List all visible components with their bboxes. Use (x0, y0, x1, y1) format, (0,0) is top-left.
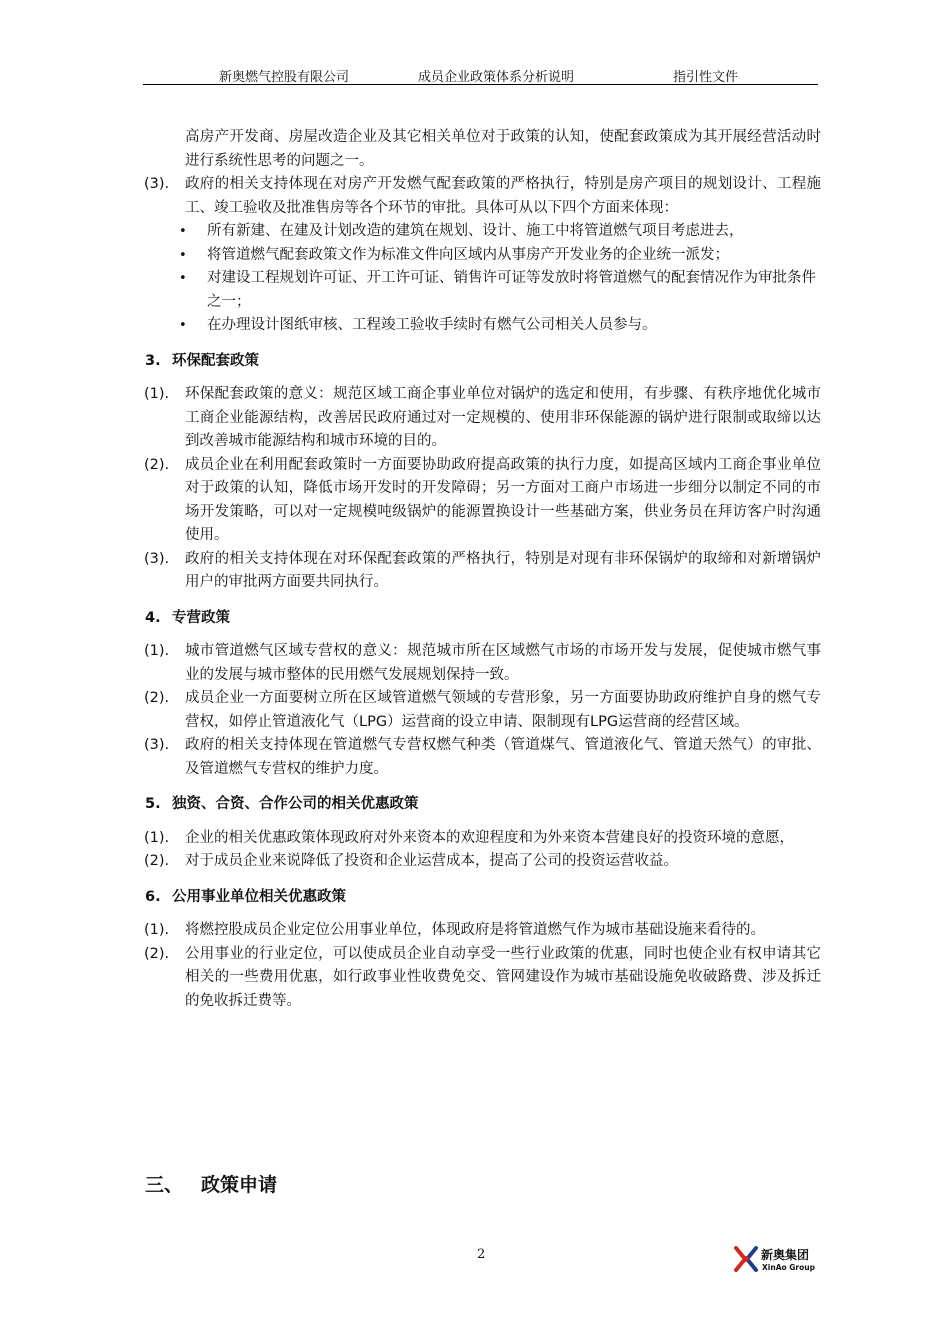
list-item: (1). 城市管道燃气区域专营权的意义：规范城市所在区域燃气市场的市场开发与发展，促使城市燃气事业的发展与城市整体的民用燃气发展规划保持一致。 (144, 643, 821, 683)
list-item (145, 173, 821, 220)
page-number: 2 (477, 1247, 486, 1262)
list-item: (1). 将燃控股成员企业定位公用事业单位，体现政府是将管道燃气作为城市基础设施来看待的。 (144, 922, 765, 938)
bullet-icon: • (179, 247, 187, 263)
list-item: (2). 成员企业一方面要树立所在区域管道燃气领域的专营形象，另一方面要协助政府维护自身的燃气专营权，如停止管道液化气（LPG）运营商的设立申请、限制现有LPG运营商的经营区域。 (144, 690, 821, 730)
logo-en-text: XinAo Group (762, 1263, 815, 1272)
bullet-icon: • (179, 224, 187, 239)
section-heading: 3. 环保配套政策 (145, 352, 259, 369)
logo-mark-icon (733, 1245, 759, 1273)
bullet-icon: • (179, 318, 187, 333)
header-company: 新奥燃气控股有限公司 (219, 70, 350, 85)
section-heading: 5. 独资、合资、合作公司的相关优惠政策 (145, 796, 419, 812)
item-text: 政府的相关支持体现在对房产开发燃气配套政策的严格执行，特别是房产项目的规划设计、工程施工、竣工验收及批准售房等各个环节的审批。具体可从以下四个方面来体现： (185, 176, 821, 216)
bullet-item: • 将管道燃气配套政策文作为标准文件向区域内从事房产开发业务的企业统一派发； (145, 244, 821, 268)
list-item: (1). 环保配套政策的意义：规范区域工商企事业单位对锅炉的选定和使用，有步骤、有秩序地优化城市工商企业能源结构，改善居民政府通过对一定规模的、使用非环保能源的锅炉进行限制或取缔以达到改善城市能源结构和城市环境的目的。 (144, 386, 821, 449)
header-doc-type: 指引性文件 (673, 70, 739, 85)
bullet-icon: • (179, 271, 187, 286)
section-heading: 6. 公用事业单位相关优惠政策 (145, 888, 346, 905)
item-number: (3). (144, 176, 170, 192)
bullet-item: • 所有新建、在建及计划改造的建筑在规划、设计、施工中将管道燃气项目考虑进去， (145, 220, 821, 244)
bullet-item: • 在办理设计图纸审核、工程竣工验收手续时有燃气公司相关人员参与。 (145, 314, 821, 338)
list-item: (2). 成员企业在利用配套政策时一方面要协助政府提高政策的执行力度，如提高区域内工商企事业单位对于政策的认知，降低市场开发时的开发障碍；另一方面对工商户市场进一步细分以制定不同的市场开发策略，可以对一定规模吨级锅炉的能源置换设计一些基础方案，供业务员在拜访客户时沟通使用。 (144, 456, 821, 543)
section-heading: 4. 专营政策 (145, 609, 230, 626)
logo-cn-text: 新奥集团 (761, 1248, 810, 1262)
list-item: (3). 政府的相关支持体现在管道燃气专营权燃气种类（管道煤气、管道液化气、管道天然气）的审批、及管道燃气专营权的维护力度。 (144, 737, 821, 777)
page-header (143, 66, 818, 85)
list-item: (1). 企业的相关优惠政策体现政府对外来资本的欢迎程度和为外来资本营建良好的投资环境的意愿， (144, 829, 794, 846)
continuation-paragraph: 高房产开发商、房屋改造企业及其它相关单位对于政策的认知，使配套政策成为其开展经营活动时进行系统性思考的问题之一。 (185, 129, 821, 169)
list-item: (3). 政府的相关支持体现在对环保配套政策的严格执行，特别是对现有非环保锅炉的取缔和对新增锅炉用户的审批两方面要共同执行。 (144, 550, 821, 590)
bullet-item: • 对建设工程规划许可证、开工许可证、销售许可证等发放时将管道燃气的配套情况作为审批条件之一； (145, 267, 821, 314)
list-item: (2). 对于成员企业来说降低了投资和企业运营成本，提高了公司的投资运营收益。 (144, 853, 678, 869)
company-logo (733, 1245, 823, 1277)
header-doc-title: 成员企业政策体系分析说明 (418, 70, 575, 85)
document-body (145, 126, 821, 1013)
chapter-heading: 三、 政策申请 (145, 1174, 278, 1196)
list-item: (2). 公用事业的行业定位，可以使成员企业自动享受一些行业政策的优惠，同时也使企业有权申请其它相关的一些费用优惠，如行政事业性收费免交、管网建设作为城市基础设施免收破路费、涉及拆迁的免收拆迁费等。 (144, 945, 821, 1009)
